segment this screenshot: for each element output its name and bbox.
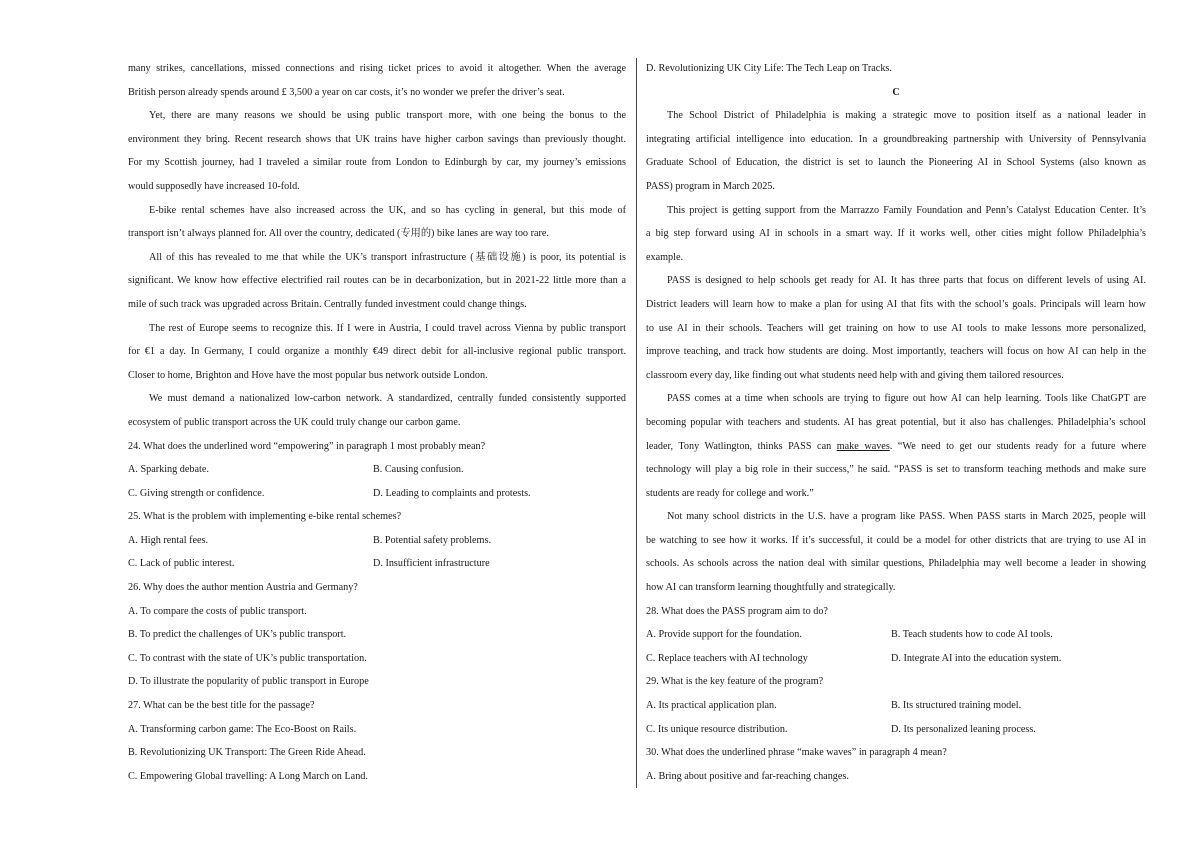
- passage-line: PASS is designed to help schools get ready for AI. It has three parts that focus on different levels of using AI.: [667, 275, 1146, 287]
- passage-line: be watching to see how it works. If it’s successful, it could be a model for other districts that are trying to use AI in: [646, 534, 1146, 546]
- option-row: [646, 694, 1146, 718]
- option-d[interactable]: D. Insufficient infrastructure: [373, 558, 490, 570]
- question-25: [128, 505, 626, 576]
- passage-line: Graduate School of Education, the district is set to launch the Pioneering AI in School Systems (also known as: [646, 157, 1146, 169]
- option-b[interactable]: B. Its structured training model.: [891, 700, 1022, 712]
- passage-line: We must demand a nationalized low-carbon network. A standardized, centrally funded consistently supported: [149, 393, 626, 405]
- passage-line: environment they bring. Recent research shows that UK trains have higher carbon savings than previously thought.: [128, 133, 626, 145]
- left-column: [128, 57, 626, 788]
- passage-line: The School District of Philadelphia is making a strategic move to position itself as a national leader in: [667, 110, 1146, 122]
- option-d[interactable]: D. Leading to complaints and protests.: [373, 487, 531, 499]
- option-a[interactable]: A. Transforming carbon game: The Eco-Boost on Rails.: [128, 723, 357, 735]
- right-column: [646, 57, 1146, 788]
- option-row: [128, 458, 626, 482]
- underlined-phrase-make-waves: make waves: [836, 440, 890, 452]
- passage-b-text: [128, 57, 626, 435]
- question-stem: 30. What does the underlined phrase “make waves” in paragraph 4 mean?: [646, 747, 947, 759]
- option-row: [128, 482, 626, 506]
- option-row: [646, 718, 1146, 742]
- passage-line: how AI can transform learning thoughtfully and strategically.: [646, 582, 896, 594]
- question-stem: 26. Why does the author mention Austria and Germany?: [128, 582, 358, 594]
- option-c[interactable]: C. Lack of public interest.: [128, 558, 235, 570]
- option-c[interactable]: C. Empowering Global travelling: A Long March on Land.: [128, 770, 368, 782]
- option-a[interactable]: A. To compare the costs of public transport.: [128, 605, 307, 617]
- passage-line: British person already spends around £ 3,500 a year on car costs, it’s no wonder we prefer the driver’s seat.: [128, 86, 565, 98]
- passage-line: many strikes, cancellations, missed connections and rising ticket prices to avoid it altogether. When the average: [128, 63, 626, 74]
- option-d[interactable]: D. Integrate AI into the education system.: [891, 652, 1062, 664]
- passage-line: example.: [646, 251, 684, 263]
- question-30: [646, 741, 1146, 788]
- option-c[interactable]: C. Replace teachers with AI technology: [646, 652, 808, 664]
- option-b[interactable]: B. Teach students how to code AI tools.: [891, 629, 1053, 641]
- passage-line: [646, 435, 1146, 459]
- passage-line: classroom every day, like finding out what students need help with and giving them tailored resources.: [646, 369, 1064, 381]
- option-row: [128, 552, 626, 576]
- option-a[interactable]: A. High rental fees.: [128, 534, 209, 546]
- question-stem: 29. What is the key feature of the program?: [646, 676, 824, 688]
- question-stem: 27. What can be the best title for the passage?: [128, 700, 315, 712]
- passage-line: All of this has revealed to me that while the UK’s transport infrastructure (基础设施) is poor, its potential is: [149, 251, 626, 263]
- option-b[interactable]: B. Causing confusion.: [373, 464, 464, 476]
- passage-line: integrating artificial intelligence into education. In a groundbreaking partnership with University of Pennsylvania: [646, 133, 1146, 145]
- passage-line: mile of such track was upgraded across Britain. Centrally funded investment could change things.: [128, 298, 527, 310]
- question-27: [128, 694, 626, 788]
- option-c[interactable]: C. To contrast with the state of UK’s public transportation.: [128, 652, 367, 664]
- option-a[interactable]: A. Provide support for the foundation.: [646, 629, 802, 641]
- passage-line: for €1 a day. In Germany, I could organize a monthly €49 direct debit for all-inclusive regional public transport.: [128, 346, 626, 358]
- option-row: [646, 647, 1146, 671]
- option-c[interactable]: C. Giving strength or confidence.: [128, 487, 265, 499]
- question-stem: 24. What does the underlined word “empowering” in paragraph 1 most probably mean?: [128, 440, 486, 452]
- passage-line: a big step forward using AI in schools in a smart way. If it works well, other cities might follow Philadelphia’s: [646, 228, 1146, 240]
- passage-line: transport isn’t always planned for. All over the country, dedicated (专用的) bike lanes are way too rare.: [128, 228, 549, 240]
- passage-line: For my Scottish journey, had I traveled a similar route from London to Edinburgh by car, my journey’s emissions: [128, 157, 626, 169]
- option-d[interactable]: D. To illustrate the popularity of public transport in Europe: [128, 676, 369, 688]
- passage-line: improve teaching, and track how students are doing. Most importantly, teachers will focus on how AI can help in the: [646, 346, 1146, 358]
- option-a[interactable]: A. Sparking debate.: [128, 464, 209, 476]
- option-a[interactable]: A. Bring about positive and far-reaching changes.: [646, 770, 849, 782]
- passage-line: PASS comes at a time when schools are trying to figure out how AI can help learning. Tools like ChatGPT are: [667, 393, 1146, 405]
- passage-line: This project is getting support from the Marrazzo Family Foundation and Penn’s Catalyst Education Center. It’s: [667, 204, 1146, 216]
- option-b[interactable]: B. Potential safety problems.: [373, 534, 491, 546]
- question-stem: 25. What is the problem with implementing e-bike rental schemes?: [128, 511, 402, 523]
- option-b[interactable]: B. Revolutionizing UK Transport: The Green Ride Ahead.: [128, 747, 366, 759]
- passage-line: significant. We know how effective electrified rail routes can be in decarbonization, but in 2021-22 little more than a: [128, 275, 626, 287]
- passage-line: Yet, there are many reasons we should be using public transport more, with one being the bonus to the: [149, 110, 626, 122]
- passage-line: The rest of Europe seems to recognize this. If I were in Austria, I could travel across Vienna by public transport: [149, 322, 626, 334]
- passage-line: becoming popular with teachers and students. AI has great potential, but it also has challenges. Philadelphia’s school: [646, 416, 1146, 428]
- leader-line-start: leader, Tony Watlington, thinks PASS can: [646, 440, 837, 452]
- passage-c-text: [646, 104, 1146, 599]
- leader-line-end: . “We need to get our students ready for a future where: [889, 440, 1146, 452]
- option-d[interactable]: D. Revolutionizing UK City Life: The Tech Leap on Tracks.: [646, 63, 892, 74]
- question-stem: 28. What does the PASS program aim to do?: [646, 605, 828, 617]
- passage-line: students are ready for college and work.”: [646, 487, 814, 499]
- passage-line: Closer to home, Brighton and Hove have the most popular bus network outside London.: [128, 369, 488, 381]
- passage-line: E-bike rental schemes have also increased across the UK, and so has cycling in general, but this mode of: [149, 204, 626, 216]
- passage-line: Not many school districts in the U.S. have a program like PASS. When PASS starts in March 2025, people will: [667, 511, 1146, 523]
- passage-line: District leaders will learn how to make a plan for using AI that fits with the school’s goals. Principals will learn how: [646, 298, 1146, 310]
- section-label: C: [892, 86, 900, 98]
- question-26: [128, 576, 626, 694]
- question-24: [128, 435, 626, 506]
- option-row: [128, 529, 626, 553]
- passage-line: to use AI in their schools. Teachers will get training on how to use AI tools to make lessons more personalized,: [646, 322, 1146, 334]
- question-29: [646, 670, 1146, 741]
- option-c[interactable]: C. Its unique resource distribution.: [646, 723, 788, 735]
- passage-line: technology will play a big role in their success,” he said. “PASS is set to transform teaching methods and make sure: [646, 464, 1146, 476]
- passage-line: PASS) program in March 2025.: [646, 180, 775, 192]
- passage-line: would supposedly have increased 10-fold.: [128, 180, 300, 192]
- option-b[interactable]: B. To predict the challenges of UK’s public transport.: [128, 629, 347, 641]
- option-row: [646, 623, 1146, 647]
- column-divider: [636, 58, 637, 788]
- passage-line: ecosystem of public transport across the UK could truly change our carbon game.: [128, 416, 461, 428]
- question-28: [646, 600, 1146, 671]
- passage-line: schools. As schools across the nation deal with similar questions, Philadelphia may well become a leader in showing: [646, 558, 1146, 570]
- option-a[interactable]: A. Its practical application plan.: [646, 700, 777, 712]
- option-d[interactable]: D. Its personalized leaning process.: [891, 723, 1036, 735]
